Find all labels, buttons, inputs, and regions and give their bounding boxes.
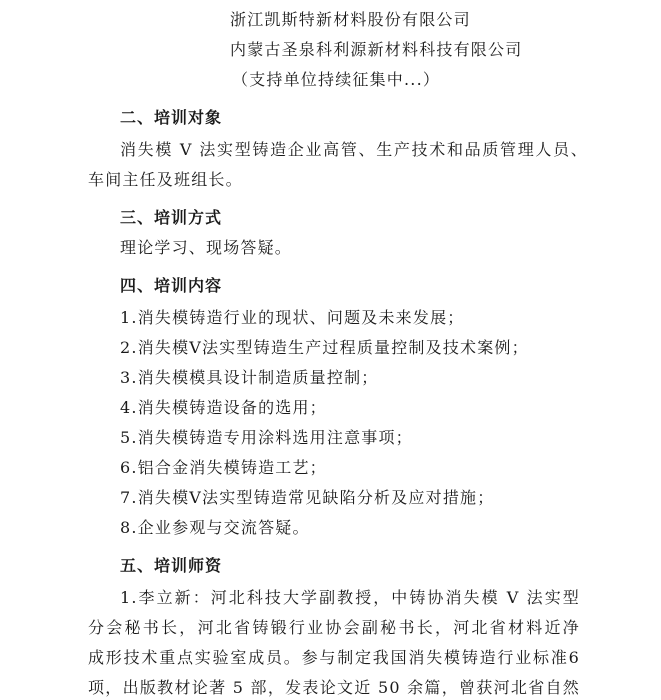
list-item: 7.消失模V法实型铸造常见缺陷分析及应对措施； [120,488,495,507]
list-item: 2.消失模V法实型铸造生产过程质量控制及技术案例； [120,338,529,357]
list-item: 8.企业参观与交流答疑。 [120,518,310,537]
section-heading-content: 四、培训内容 [120,276,223,295]
list-item: 4.消失模铸造设备的选用； [120,398,327,417]
section-heading-method: 三、培训方式 [120,208,223,227]
section-paragraph-line: 消失模 V 法实型铸造企业高管、生产技术和品质管理人员、 [120,140,588,159]
list-item: 3.消失模模具设计制造质量控制； [120,368,379,387]
section-heading-faculty: 五、培训师资 [120,556,223,575]
section-paragraph-line: 项，出版教材论著 5 部，发表论文近 50 余篇，曾获河北省自然 [88,678,580,697]
section-heading-trainees: 二、培训对象 [120,108,223,127]
supporter-line-2: 内蒙古圣泉科利源新材料科技有限公司 [230,40,523,59]
supporter-line-1: 浙江凯斯特新材料股份有限公司 [230,10,471,29]
list-item: 6.铝合金消失模铸造工艺； [120,458,327,477]
section-paragraph-line: 1.李立新：河北科技大学副教授，中铸协消失模 V 法实型 [120,588,580,607]
section-paragraph-line: 成形技术重点实验室成员。参与制定我国消失模铸造行业标准6 [88,648,580,667]
section-paragraph-line: 车间主任及班组长。 [88,170,243,189]
list-item: 1.消失模铸造行业的现状、问题及未来发展； [120,308,465,327]
section-paragraph-line: 理论学习、现场答疑。 [120,238,293,257]
supporter-note: （支持单位持续征集中...） [232,70,441,89]
list-item: 5.消失模铸造专用涂料选用注意事项； [120,428,413,447]
section-paragraph-line: 分会秘书长，河北省铸锻行业协会副秘书长，河北省材料近净 [88,618,580,637]
